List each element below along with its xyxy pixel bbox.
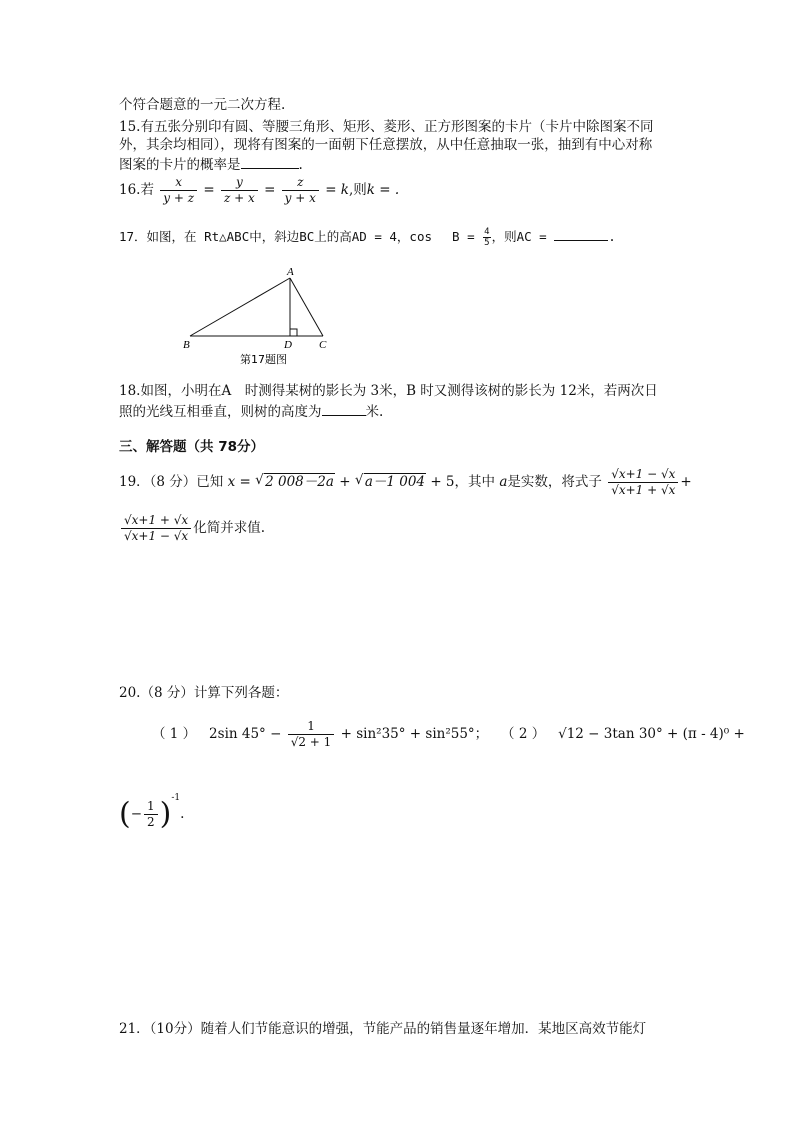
q14-tail-text: 个符合题意的一元二次方程. [119,97,286,113]
q21-line-1: 21．（10分）随着人们节能意识的增强，节能产品的销售量逐年增加．某地区高效节能灯 [119,1021,647,1037]
q19-prefix: 19．（8 分）已知 [119,474,224,490]
q15-line-3 [119,154,303,174]
q19-sqrt-1 [255,462,335,502]
q15-line-3-text: 图案的卡片的概率是 [119,157,241,173]
q20-minus: − [130,806,143,822]
right-angle-mark [290,329,297,336]
q17-fraction [483,227,490,248]
q20-end: . [180,806,185,822]
q17-answer-blank[interactable] [554,226,608,241]
q18-line-2-end: 米. [365,404,384,420]
q16-fraction-3 [282,175,319,206]
q20-part-1-expr-a: 2sin 45° − [209,726,282,742]
q16-f2-num: y [221,175,258,191]
figure-17-caption: 第17题图 [240,353,287,366]
q20-part-2-label: （ 2 ） [501,726,546,742]
q19-plus-end: + [680,474,692,490]
q19-sqrt-2 [355,462,426,502]
q16-f2-den: z + x [223,191,255,205]
q17-end: . [608,229,616,244]
q16-f1-den: y + z [163,191,195,205]
q20-half-den: 2 [147,815,155,829]
q16-prefix: 16.若 [119,182,154,198]
label-a: A [287,266,294,278]
q19-fraction-2 [121,513,191,544]
q18-answer-blank[interactable] [322,401,366,416]
label-d: D [284,339,292,351]
q16-line [119,173,399,207]
q17-text: 17．如图，在 Rt△ABC中，斜边BC上的高AD = 4，cos B = [119,229,475,244]
q15-line-3-end: . [298,157,303,173]
q19-line-1 [119,462,692,502]
q20-p1-frac-den: √2 + 1 [290,735,332,749]
q16-eq-2: = [264,182,276,198]
q18-line-2-text: 照的光线互相垂直，则树的高度为 [119,404,322,420]
q20-part-2-continued [119,776,184,836]
q20-half-fraction [144,799,158,830]
label-b: B [183,339,190,351]
q20-part-1-expr-b: + sin²35° + sin²55° [340,726,475,742]
q19-frac-2-num: √x+1 + √x [121,513,191,529]
q20-part-1-fraction [288,719,335,750]
q15-answer-blank[interactable] [241,154,299,169]
q17-frac-num: 4 [484,227,490,237]
q17-frac-den: 5 [484,238,490,248]
label-c: C [319,339,327,351]
q19-tail: 化简并求值. [193,520,265,536]
q17-tail: ，则AC = [491,229,547,244]
q15-line-2: 外，其余均相同），现将有图案的一面朝下任意摆放，从中任意抽取一张，抽到有中心对称 [119,137,653,153]
q17-line [119,226,616,248]
q20-part-1-label: （ 1 ） [152,726,197,742]
q19-line-2 [119,508,265,548]
q19-frac-1-den: √x+1 + √x [611,483,676,497]
side-ac [290,278,323,336]
q16-k-end: k = . [366,182,400,198]
q16-f3-num: z [282,175,319,191]
q19-mid-2: 是实数，将式子 [507,474,602,490]
q20-parts-line [152,714,745,754]
q20-half-num: 1 [144,799,158,815]
section-3-heading: 三、解答题（共 78分） [119,439,264,455]
q20-close-paren: ) [159,796,172,832]
q20-title: 20.（8 分）计算下列各题： [119,685,289,701]
q18-line-2 [119,401,383,421]
q16-suffix: ,则 [349,182,367,198]
q16-eq-1: = [203,182,215,198]
q18-line-1: 18.如图，小明在A 时测得某树的影长为 3米，B 时又测得该树的影长为 12米，若两次日 [119,383,658,399]
figure-17-triangle [180,262,340,370]
q20-p1-frac-num: 1 [288,719,335,735]
q19-frac-1-num: √x+1 − √x [608,467,678,483]
q16-fraction-1 [160,175,197,206]
q16-f1-num: x [160,175,197,191]
q19-mid: ，其中 [454,474,496,490]
q19-sqrt-1-radicand: 2 008－2a [265,474,334,490]
q19-var-a: a [499,474,508,490]
q19-fraction-1 [608,467,678,498]
q19-plus-1: + [339,474,351,490]
q19-plus-5: + 5 [430,474,455,490]
q16-f3-den: y + x [284,191,316,205]
q19-sqrt-2-radicand: a－1 004 [364,474,426,490]
q16-fraction-2 [221,175,258,206]
q15-line-1: 15.有五张分别印有圆、等腰三角形、矩形、菱形、正方形图案的卡片（卡片中除图案不同 [119,119,654,135]
q20-exponent: -1 [171,793,181,803]
q16-eq-k: = k [325,182,349,198]
q19-x-expr: x = [227,474,251,490]
q20-part-1-end: ； [474,726,489,742]
q20-open-paren: ( [119,796,131,832]
q19-frac-2-den: √x+1 − √x [124,529,189,543]
q20-part-2-expr: √12 − 3tan 30° + (π - 4)⁰ + [558,726,745,742]
side-ab [190,278,290,336]
